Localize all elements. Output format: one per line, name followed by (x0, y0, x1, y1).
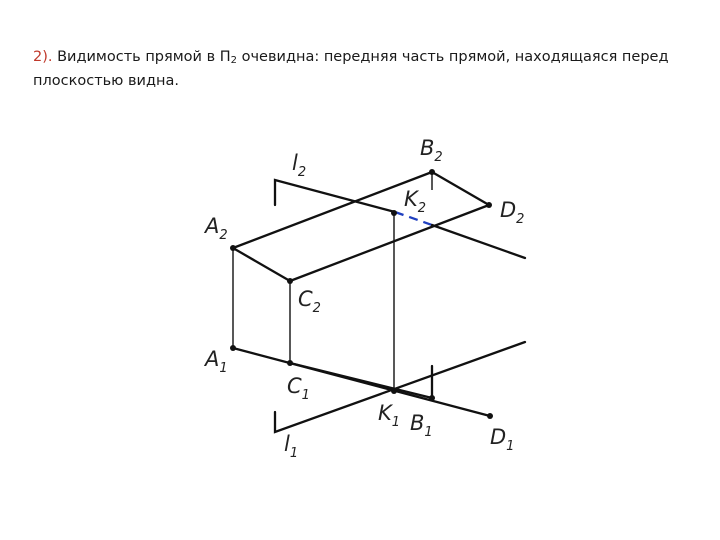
label-a1: $A_1$ (205, 347, 228, 376)
label-b2: $B_2$ (420, 136, 443, 165)
point-d1 (487, 413, 493, 419)
point-c1 (287, 360, 293, 366)
point-d2 (486, 202, 492, 208)
label-l2: $l_2$ (292, 151, 307, 180)
line-l2-hidden-segment (395, 212, 432, 225)
label-a2: $A_2$ (205, 214, 228, 243)
caption-number: 2). (33, 49, 53, 65)
point-c2 (287, 278, 293, 284)
label-d2: $D_2$ (500, 198, 525, 227)
caption-text-before: Видимость прямой в П (52, 49, 231, 65)
label-c2: $C_2$ (298, 287, 321, 316)
line-l2 (275, 180, 395, 212)
caption-text-after: очевидна: передняя часть прямой, находящаяся перед плоскостью видна. (33, 49, 669, 89)
edge-c1-b1 (290, 363, 432, 398)
point-a2 (230, 245, 236, 251)
label-c1: $C_1$ (287, 374, 310, 403)
edge-a2-b2 (233, 172, 432, 248)
caption-subscript: 2 (230, 55, 237, 66)
line-l2-visible-end (432, 225, 525, 258)
label-k2: $K_2$ (404, 187, 427, 216)
point-b1 (429, 395, 435, 401)
point-k2 (391, 210, 397, 216)
label-d1: $D_1$ (490, 425, 515, 454)
label-k1: $K_1$ (378, 401, 401, 430)
edge-a1-d1 (233, 348, 490, 416)
point-k1 (391, 388, 397, 394)
point-a1 (230, 345, 236, 351)
edge-d2-c2 (290, 205, 489, 281)
edge-c2-a2 (233, 248, 290, 281)
edge-b2-d2 (432, 172, 489, 205)
label-l1: $l_1$ (284, 432, 299, 461)
label-b1: $B_1$ (410, 411, 433, 440)
point-b2 (429, 169, 435, 175)
